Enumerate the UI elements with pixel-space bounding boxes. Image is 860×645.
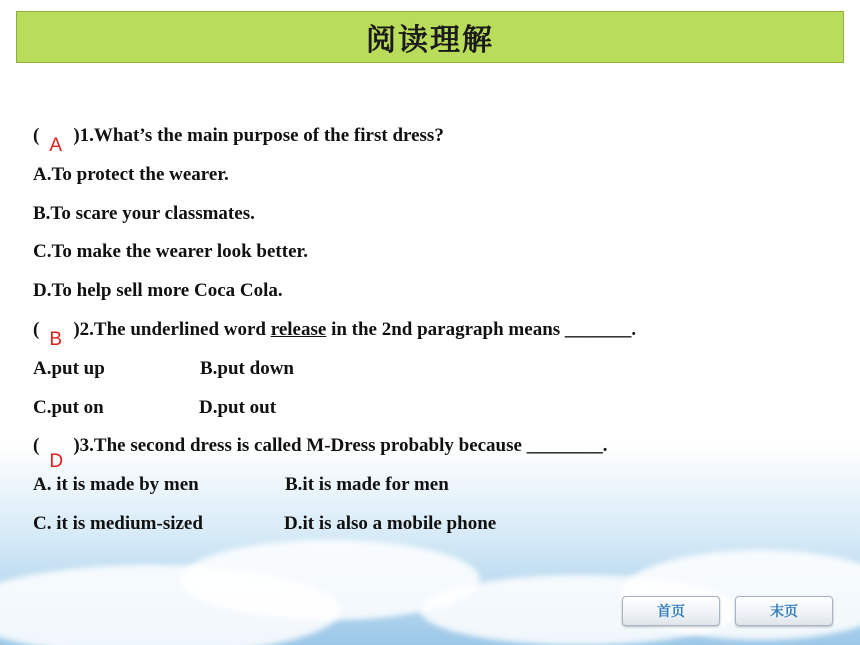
- question-2-option-a: A.put up: [33, 357, 105, 379]
- question-1-option-d: D.To help sell more Coca Cola.: [33, 280, 283, 302]
- question-1-option-a: A.To protect the wearer.: [33, 163, 229, 185]
- answer-2: B: [49, 328, 63, 350]
- question-1-text: )1.What’s the main purpose of the first dress?: [73, 125, 444, 146]
- question-2-stem: [33, 311, 833, 350]
- question-list: [33, 117, 833, 544]
- answer-3: D: [49, 451, 64, 473]
- first-page-button[interactable]: 首页: [622, 596, 720, 626]
- question-3-option-b: B.it is made for men: [285, 474, 449, 496]
- underlined-word: release: [270, 318, 327, 340]
- question-2-option-b: B.put down: [200, 357, 294, 379]
- open-paren: (: [33, 125, 40, 146]
- page-title: 阅读理解: [366, 23, 494, 58]
- question-2-text-after: in the 2nd paragraph means _______.: [326, 318, 637, 340]
- last-page-button[interactable]: 末页: [735, 596, 833, 626]
- question-3-options-row-1: [33, 466, 833, 505]
- question-2-option-d: D.put out: [199, 396, 277, 418]
- open-paren: (: [33, 435, 40, 457]
- question-2-options-row-2: [33, 389, 833, 428]
- question-1-option-b: B.To scare your classmates.: [33, 202, 255, 224]
- question-3-option-d: D.it is also a mobile phone: [284, 512, 497, 534]
- question-1-option-c: C.To make the wearer look better.: [33, 241, 308, 263]
- question-3-text: )3.The second dress is called M-Dress probably because ________.: [73, 435, 608, 457]
- question-3-stem: [33, 427, 833, 473]
- question-2-options-row-1: [33, 350, 833, 389]
- title-bar: [16, 11, 844, 63]
- question-3-options-row-2: [33, 505, 833, 544]
- question-3-option-c: C. it is medium-sized: [33, 512, 203, 534]
- open-paren: (: [33, 318, 40, 340]
- question-3-option-a: A. it is made by men: [33, 474, 199, 496]
- question-2-option-c: C.put on: [33, 396, 104, 418]
- question-1-stem: [33, 117, 833, 156]
- answer-1: A: [49, 135, 63, 156]
- question-2-text-before: )2.The underlined word: [73, 318, 271, 340]
